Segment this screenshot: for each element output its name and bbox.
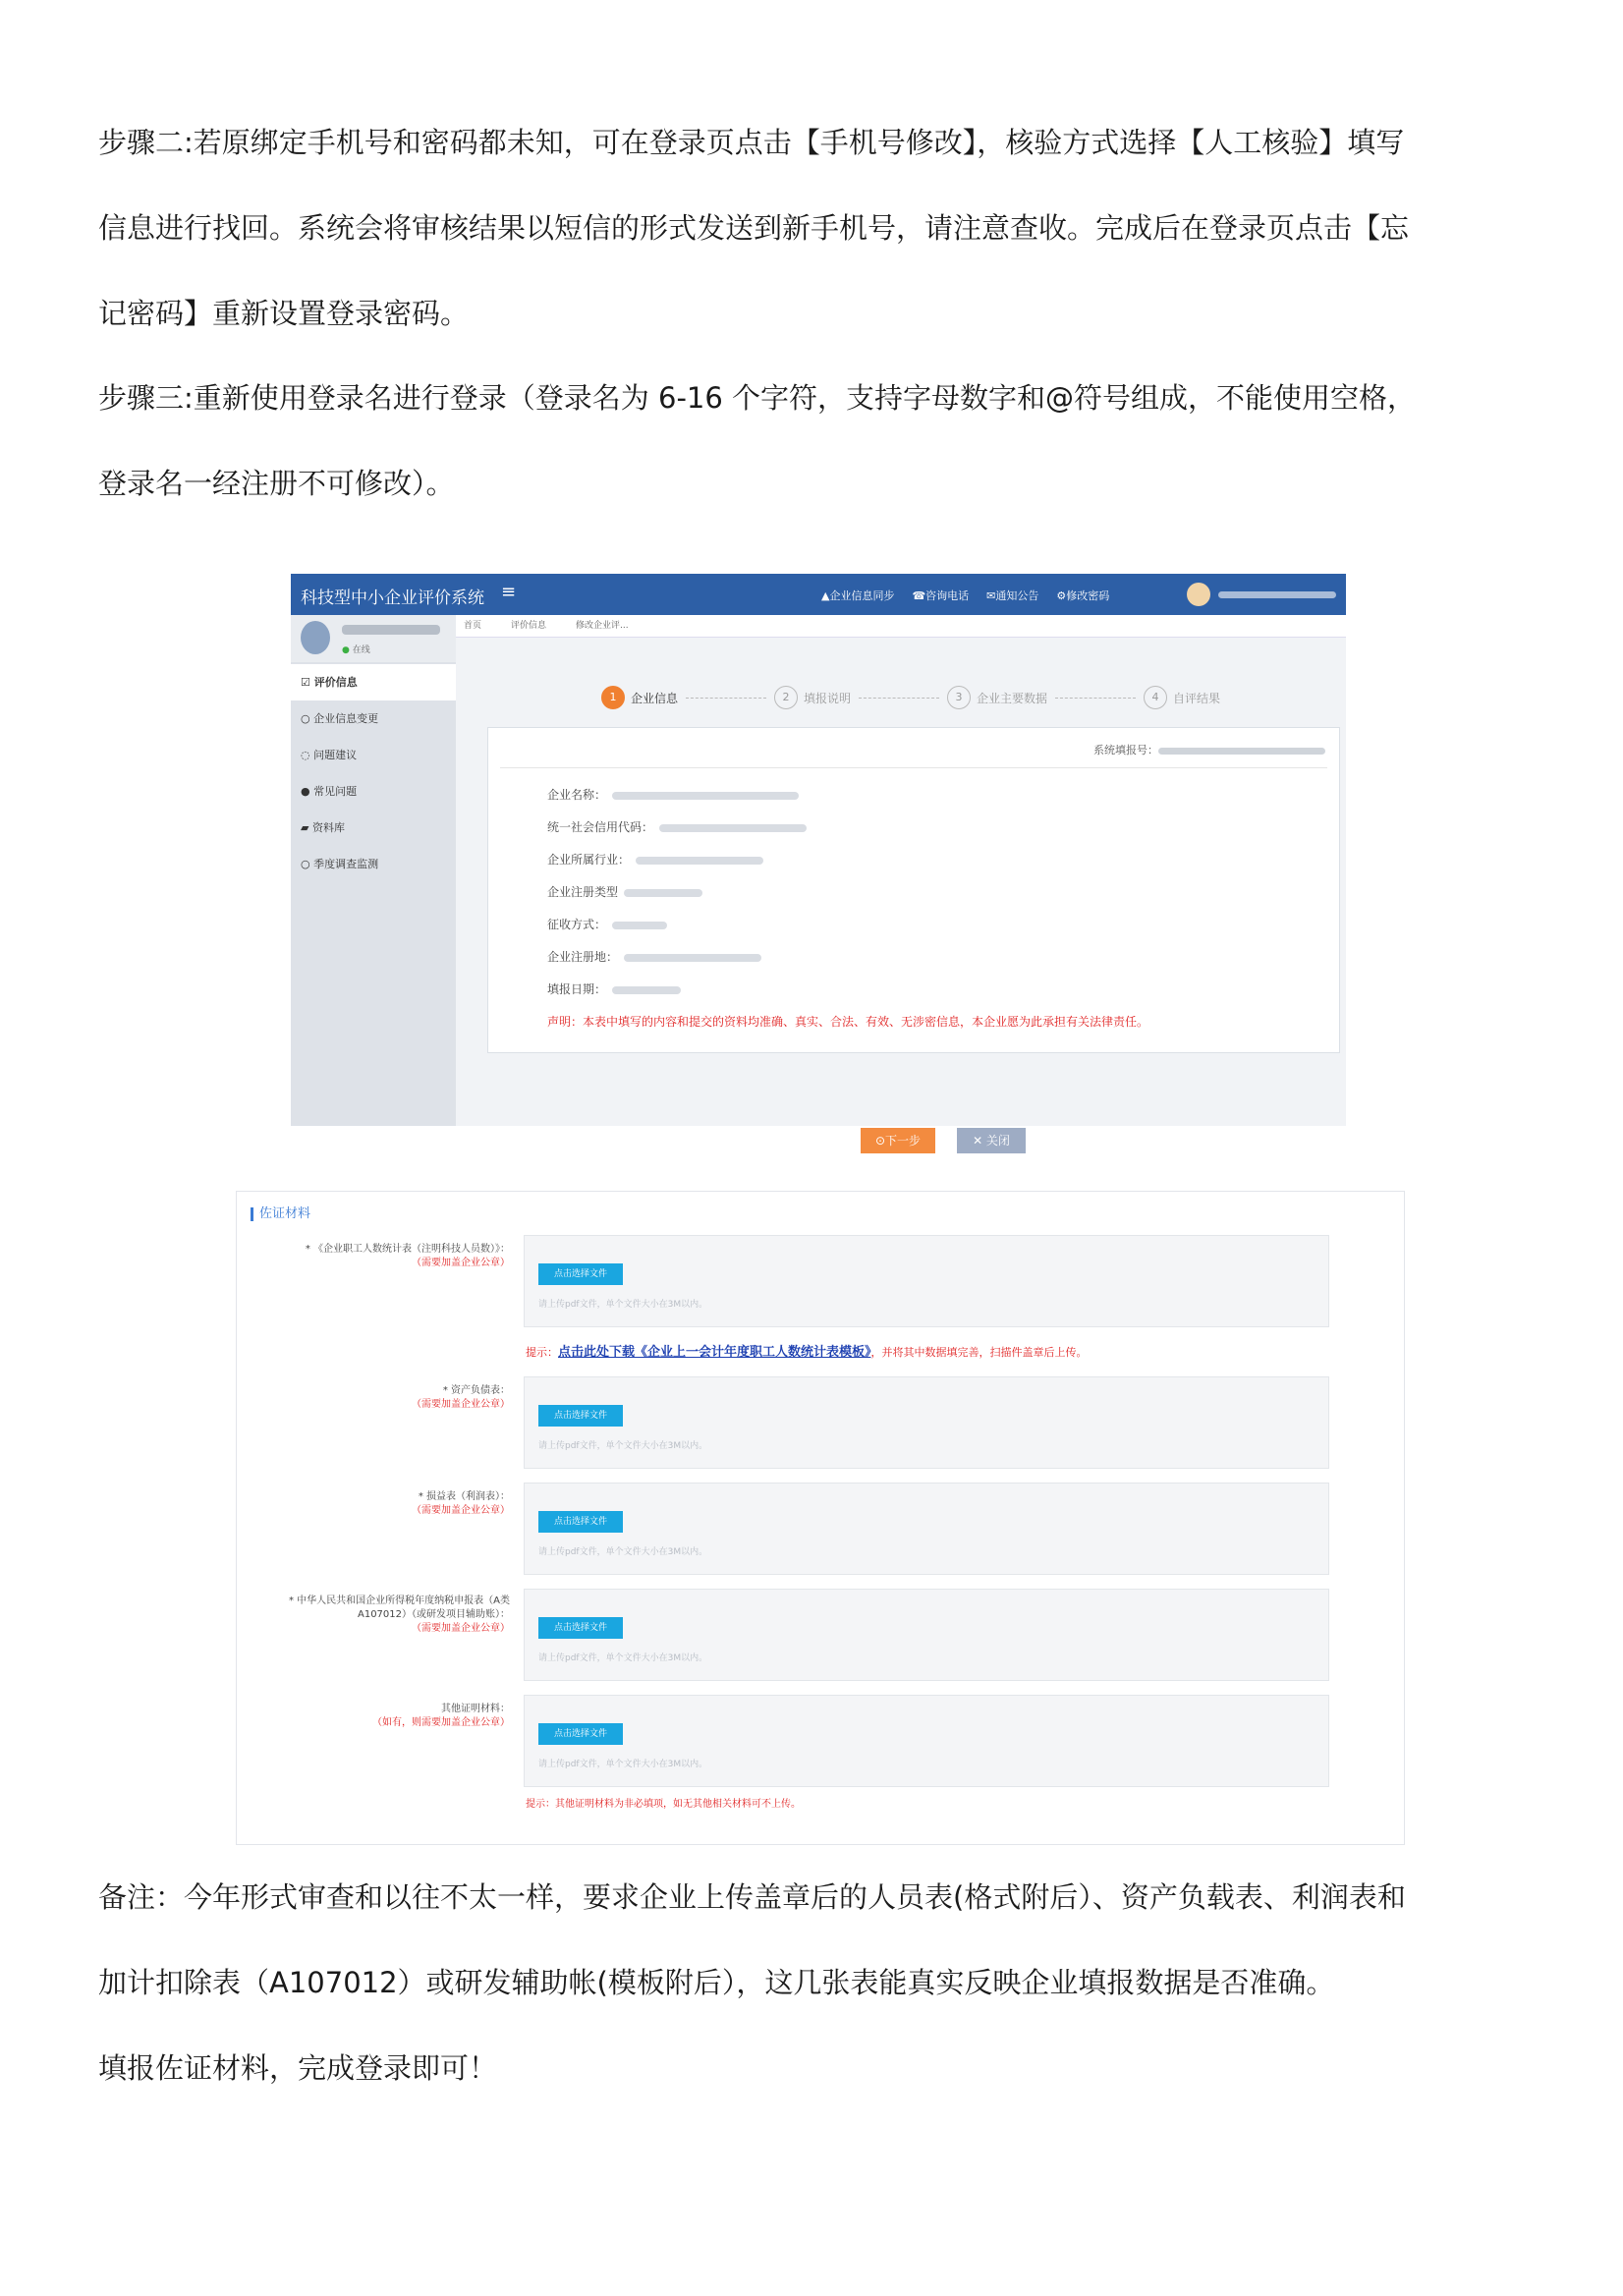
choose-file-button: 点击选择文件 xyxy=(538,1511,623,1533)
step-2: 2 填报说明 xyxy=(774,686,851,709)
choose-file-button: 点击选择文件 xyxy=(538,1405,623,1427)
main-panel xyxy=(456,615,1346,1148)
sidebar-item-info-change: ○ 企业信息变更 xyxy=(301,712,379,725)
registration-number: 系统填报号： xyxy=(1093,742,1325,757)
download-tip: 提示：点击此处下载《企业上一会计年度职工人数统计表模板》，并将其中数据填完善，扫描件盖章后上传。 xyxy=(526,1345,1088,1360)
upload-hint: 请上传pdf文件，单个文件大小在3M以内。 xyxy=(538,1441,708,1451)
field-registered-place: 企业注册地： xyxy=(547,941,1148,974)
top-link-phone: ☎咨询电话 xyxy=(912,589,970,602)
close-button: ✕ 关闭 xyxy=(957,1128,1026,1153)
avatar xyxy=(1187,583,1210,606)
sidebar-item-library: ▰ 资料库 xyxy=(301,821,345,834)
tab-edit: 修改企业评... xyxy=(576,621,629,631)
step-3: 3 企业主要数据 xyxy=(947,686,1047,709)
sidebar-item-evaluation: ☑ 评价信息 xyxy=(291,664,456,700)
evaluation-system-screenshot xyxy=(291,574,1346,1148)
step3-paragraph xyxy=(98,356,1552,527)
choose-file-button: 点击选择文件 xyxy=(538,1263,623,1285)
field-collection-method: 征收方式： xyxy=(547,909,1148,941)
upload-hint: 请上传pdf文件，单个文件大小在3M以内。 xyxy=(538,1300,708,1310)
top-link-password: ⚙修改密码 xyxy=(1056,589,1110,602)
sidebar-item-quarterly: ○ 季度调查监测 xyxy=(301,858,379,870)
sidebar-item-suggestions: ◌ 问题建议 xyxy=(301,749,358,761)
field-registration-type: 企业注册类型 xyxy=(547,876,1148,909)
app-topbar xyxy=(291,574,1346,615)
choose-file-button: 点击选择文件 xyxy=(538,1617,623,1639)
top-link-sync: ▲企业信息同步 xyxy=(821,589,895,602)
step2-line-2: 信息进行找回。系统会将审核结果以短信的形式发送到新手机号，请注意查收。完成后在登录页点击【忘 xyxy=(98,211,1410,245)
section-title: 佐证材料 xyxy=(251,1207,310,1221)
upload-hint: 请上传pdf文件，单个文件大小在3M以内。 xyxy=(538,1760,708,1769)
tab-evaluation: 评价信息 xyxy=(511,621,547,631)
sidebar-item-faq: ● 常见问题 xyxy=(301,785,358,798)
wizard-steps xyxy=(601,686,1220,709)
field-industry: 企业所属行业： xyxy=(547,844,1148,876)
step3-line-1: 步骤三:重新使用登录名进行登录（登录名为 6-16 个字符，支持字母数字和@符号组成，不能使用空格， xyxy=(98,381,1417,415)
user-avatar xyxy=(301,621,330,654)
username-blurred xyxy=(1218,591,1336,598)
enterprise-info-card xyxy=(487,727,1340,1053)
upload-hint: 请上传pdf文件，单个文件大小在3M以内。 xyxy=(538,1547,708,1557)
user-status: ● 在线 xyxy=(342,645,370,655)
sidebar-user xyxy=(291,615,456,662)
field-credit-code: 统一社会信用代码： xyxy=(547,812,1148,844)
step2-line-3: 记密码】重新设置登录密码。 xyxy=(98,297,470,330)
tab-home: 首页 xyxy=(464,621,482,631)
next-step-button: ⊙下一步 xyxy=(861,1128,935,1153)
supporting-materials-screenshot: 佐证材料 * 《企业职工人数统计表（注明科技人员数）》： （需要加盖企业公章） 点击选择文件 请上传pdf文件，单个文件大小在3M以内。 提示：点击此处下载《企业上一会计年度职工人数统计表模板》，并将其中数据填完善，扫描件盖章后上传。 * 资产负债表： （需要加盖企业公章） 点击选择文件 请上传pdf文件，单个文件大小在3M以内。 * 损益表（利润表）： （需要加盖企业公章） 点击选择文件 请上传pdf文件，单个文件大小在3M以内。 * 中华人民共和国企业所得税年度纳税申报表（A类 A107012）（或研发项目辅助账）： （需要加盖企业公章） 点击选择文件 请上传pdf文件，单个文件大小在3M以内。 其他证明材料： （如有，则需要加盖企业公章） 点击选择文件 请上传pdf文件，单个文件大小在3M以内。 提示：其他证明材料为非必填项，如无其他相关材料可不上传。 xyxy=(236,1191,1405,1845)
other-materials-tip: 提示：其他证明材料为非必填项，如无其他相关材料可不上传。 xyxy=(526,1799,801,1810)
top-link-notice: ✉通知公告 xyxy=(986,589,1039,602)
note-line-2: 加计扣除表（A107012）或研发辅助帐(模板附后），这几张表能真实反映企业填报数据是否准确。 xyxy=(98,1966,1335,1999)
step-1: 1 企业信息 xyxy=(601,686,678,709)
choose-file-button: 点击选择文件 xyxy=(538,1723,623,1745)
sidebar xyxy=(291,615,456,1126)
step3-line-2: 登录名一经注册不可修改）。 xyxy=(98,467,455,500)
field-company-name: 企业名称： xyxy=(547,779,1148,812)
note-line-3: 填报佐证材料，完成登录即可！ xyxy=(98,2051,498,2085)
declaration-text: 声明：本表中填写的内容和提交的资料均准确、真实、合法、有效、无涉密信息，本企业愿为此承担有关法律责任。 xyxy=(547,1015,1149,1029)
user-name-blurred xyxy=(342,625,440,635)
upload-box xyxy=(524,1235,1329,1327)
top-links xyxy=(821,588,1109,603)
template-download-link: 点击此处下载《企业上一会计年度职工人数统计表模板》 xyxy=(558,1345,871,1360)
field-fill-date: 填报日期： xyxy=(547,974,1148,1006)
upload-hint: 请上传pdf文件，单个文件大小在3M以内。 xyxy=(538,1653,708,1663)
tab-bar xyxy=(456,615,1346,638)
note-line-1: 备注：今年形式审查和以往不太一样，要求企业上传盖章后的人员表(格式附后）、资产负载表、利润表和 xyxy=(98,1880,1406,1914)
step-4: 4 自评结果 xyxy=(1144,686,1220,709)
step2-line-1: 步骤二:若原绑定手机号和密码都未知，可在登录页点击【手机号修改】，核验方式选择【人工核验】填写 xyxy=(98,126,1405,159)
note-paragraph xyxy=(98,1855,1552,2111)
menu-icon: ≡ xyxy=(501,582,517,602)
app-title: 科技型中小企业评价系统 xyxy=(301,588,484,608)
wizard-buttons xyxy=(861,1128,1026,1153)
step2-paragraph xyxy=(98,100,1552,357)
